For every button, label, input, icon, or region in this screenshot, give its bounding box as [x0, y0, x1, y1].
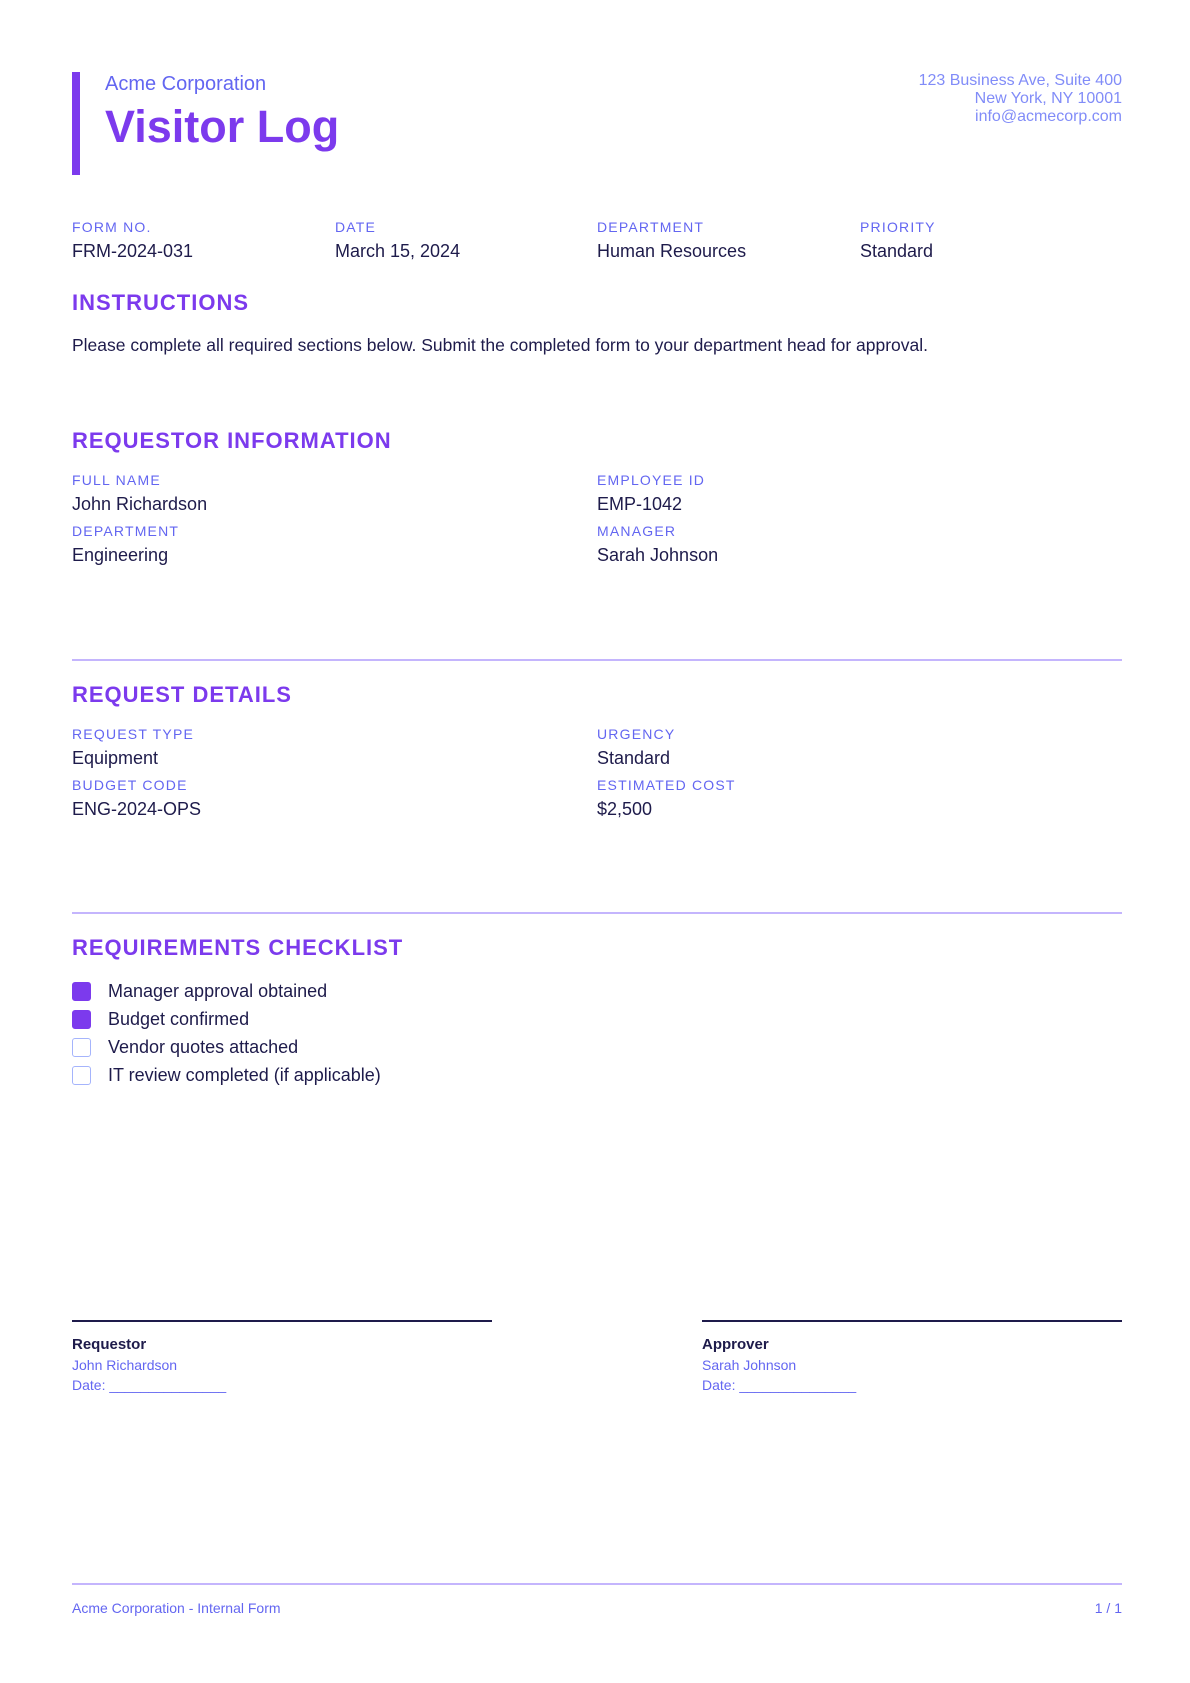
meta-form-no [72, 219, 193, 262]
company-address [919, 72, 1122, 126]
address-line-2: New York, NY 10001 [974, 90, 1122, 107]
approver-signer-name: Sarah Johnson [702, 1357, 797, 1373]
requestor-signer-name: John Richardson [72, 1357, 178, 1373]
employee-id-value: EMP-1042 [597, 494, 683, 514]
requestor-section-heading: REQUESTOR INFORMATION [72, 428, 392, 453]
field-full-name [72, 472, 207, 515]
requestor-department-value: Engineering [72, 545, 169, 565]
priority-value: Standard [860, 241, 934, 261]
page-number: 1 / 1 [1094, 1600, 1122, 1616]
priority-label: PRIORITY [860, 219, 936, 235]
address-line-1: 123 Business Ave, Suite 400 [918, 72, 1122, 89]
checkbox[interactable] [72, 1066, 91, 1085]
request-type-value: Equipment [72, 748, 159, 768]
full-name-label: FULL NAME [72, 472, 161, 488]
page-title: Visitor Log [105, 101, 340, 152]
field-manager [597, 523, 718, 566]
signature-line[interactable] [702, 1320, 1122, 1322]
requestor-department-label: DEPARTMENT [72, 523, 180, 539]
request-details-heading: REQUEST DETAILS [72, 682, 292, 707]
accent-bar [72, 72, 80, 175]
form-no-value: FRM-2024-031 [72, 241, 194, 261]
checklist-item-label: Vendor quotes attached [108, 1036, 299, 1057]
company-name: Acme Corporation [105, 73, 267, 95]
date-label: DATE [335, 219, 377, 235]
instructions-text: Please complete all required sections below. Submit the completed form to your department head for approval. [72, 335, 929, 355]
date-value: March 15, 2024 [335, 241, 461, 261]
manager-label: MANAGER [597, 523, 677, 539]
field-estimated-cost [597, 777, 736, 820]
meta-department [597, 219, 746, 262]
section-divider [72, 912, 1122, 914]
field-request-type [72, 726, 194, 769]
request-type-label: REQUEST TYPE [72, 726, 195, 742]
field-budget-code [72, 777, 201, 820]
budget-code-value: ENG-2024-OPS [72, 799, 202, 819]
field-department [72, 523, 179, 566]
form-page [72, 0, 1122, 1683]
checklist-item-label: Manager approval obtained [108, 980, 328, 1001]
meta-date [335, 219, 460, 262]
meta-priority [860, 219, 936, 262]
budget-code-label: BUDGET CODE [72, 777, 188, 793]
checkbox[interactable] [72, 1038, 91, 1057]
full-name-value: John Richardson [72, 494, 208, 514]
field-urgency [597, 726, 675, 769]
section-divider [72, 659, 1122, 661]
checklist-item-label: IT review completed (if applicable) [108, 1064, 381, 1085]
checkbox[interactable] [72, 1010, 91, 1029]
department-label: DEPARTMENT [597, 219, 705, 235]
requestor-date-field[interactable]: Date: _______________ [72, 1377, 227, 1393]
urgency-value: Standard [597, 748, 671, 768]
estimated-cost-value: $2,500 [597, 799, 653, 819]
checklist-item[interactable] [72, 1061, 381, 1089]
company-email: info@acmecorp.com [975, 108, 1122, 125]
requestor-signature-block [72, 1320, 492, 1393]
department-value: Human Resources [597, 241, 747, 261]
form-no-label: FORM NO. [72, 219, 152, 235]
footer-divider [72, 1583, 1122, 1585]
approver-date-field[interactable]: Date: _______________ [702, 1377, 857, 1393]
signature-line[interactable] [72, 1320, 492, 1322]
urgency-label: URGENCY [597, 726, 676, 742]
checklist-item[interactable] [72, 1033, 381, 1061]
manager-value: Sarah Johnson [597, 545, 719, 565]
estimated-cost-label: ESTIMATED COST [597, 777, 736, 793]
approver-signature-block [702, 1320, 1122, 1393]
field-employee-id [597, 472, 705, 515]
requirements-checklist [72, 977, 381, 1089]
checklist-item-label: Budget confirmed [108, 1008, 250, 1029]
checklist-heading: REQUIREMENTS CHECKLIST [72, 935, 404, 960]
document-header [72, 72, 1122, 175]
requestor-role: Requestor [72, 1336, 147, 1353]
checklist-item[interactable] [72, 1005, 381, 1033]
approver-role: Approver [702, 1336, 769, 1353]
employee-id-label: EMPLOYEE ID [597, 472, 706, 488]
checkbox[interactable] [72, 982, 91, 1001]
instructions-heading: INSTRUCTIONS [72, 290, 249, 315]
form-meta [72, 219, 1122, 263]
footer-text: Acme Corporation - Internal Form [72, 1600, 281, 1616]
checklist-item[interactable] [72, 977, 381, 1005]
